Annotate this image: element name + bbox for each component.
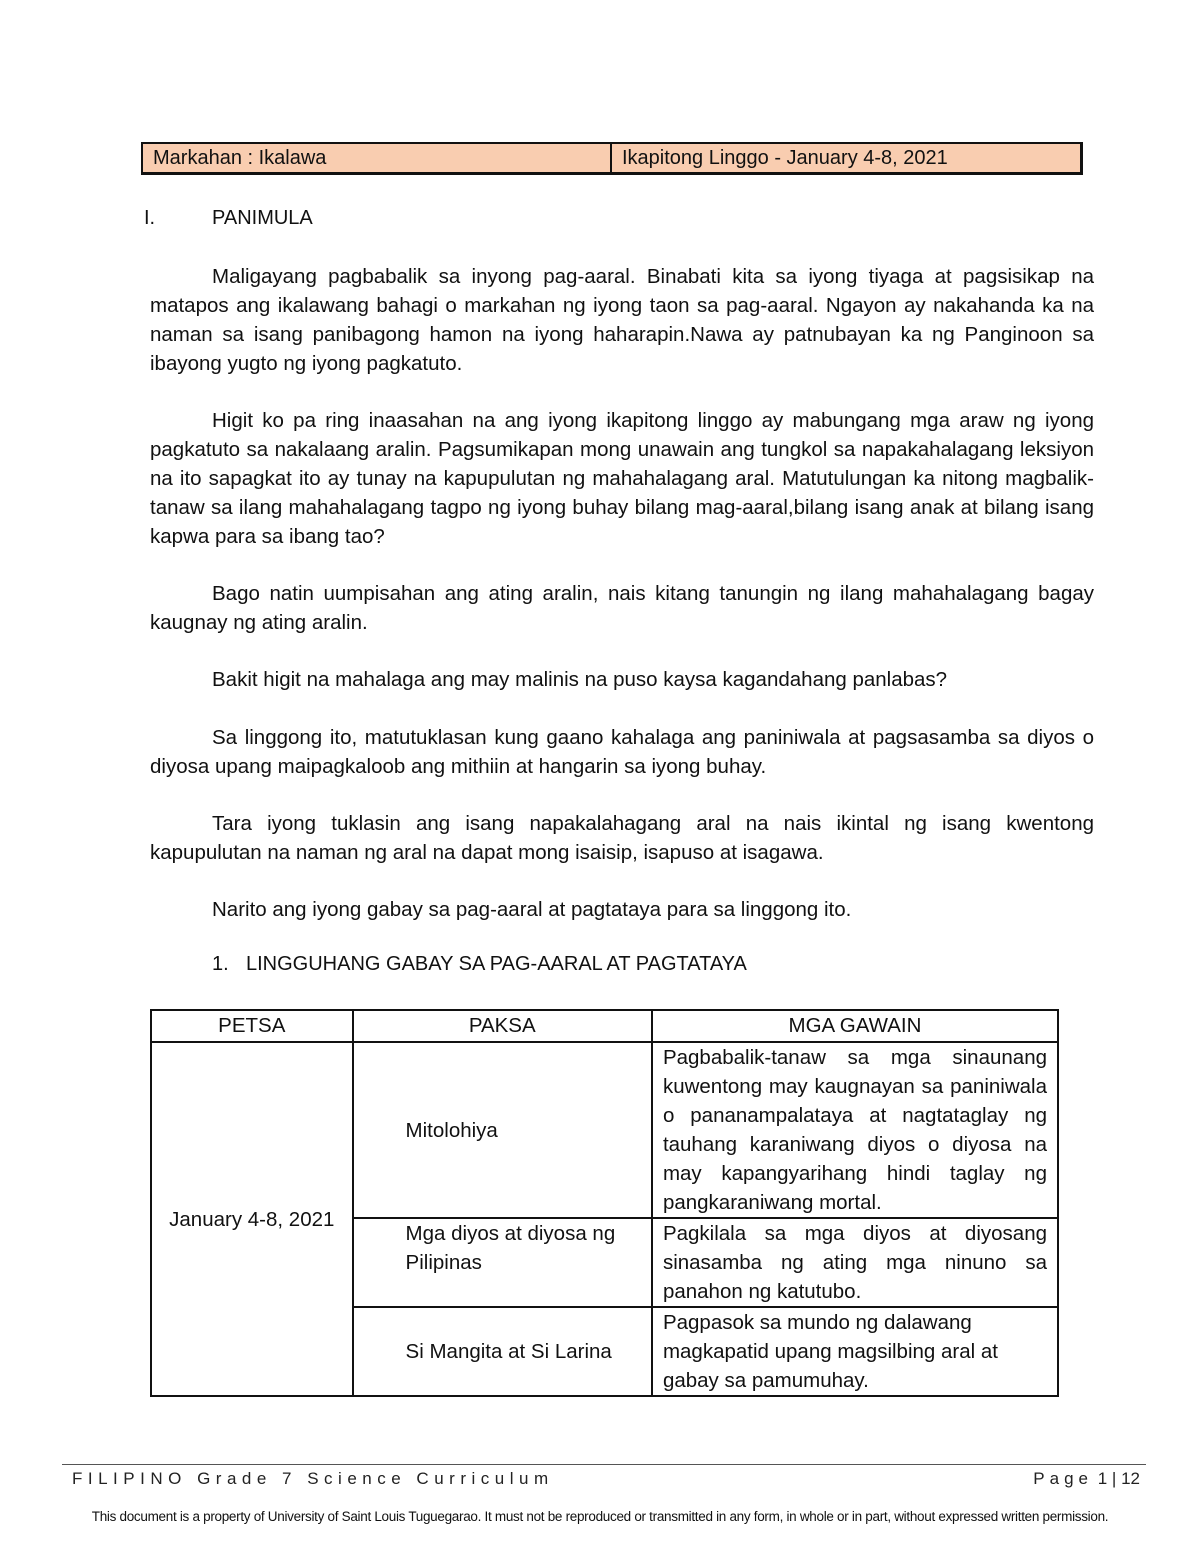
footer-page-total: 12 xyxy=(1121,1469,1140,1488)
intro-paragraph-7: Narito ang iyong gabay sa pag-aaral at pagtataya para sa linggong ito. xyxy=(212,898,852,921)
table-row xyxy=(151,1042,1058,1218)
section-heading xyxy=(144,207,313,230)
copyright-notice: This document is a property of University of Saint Louis Tuguegarao. It must not be reproduced or transmitted in any form, in whole or in part, without expressed written permission. xyxy=(91,1509,1109,1524)
section-numeral: I. xyxy=(144,207,156,229)
topic-cell: Mga diyos at diyosa ng Pilipinas xyxy=(353,1218,652,1307)
footer-page-number: 1 xyxy=(1097,1469,1108,1488)
date-cell: January 4-8, 2021 xyxy=(151,1042,353,1396)
activity-cell: Pagkilala sa mga diyos at diyosang sinasamba ng ating mga ninuno sa panahon ng katutubo. xyxy=(652,1218,1058,1307)
column-header-gawain: MGA GAWAIN xyxy=(652,1010,1058,1042)
guiding-question: Bakit higit na mahalaga ang may malinis na puso kaysa kagandahang panlabas? xyxy=(212,668,948,691)
weekly-guide-table xyxy=(150,1009,1059,1397)
footer-divider xyxy=(62,1464,1146,1465)
table-header-row xyxy=(151,1010,1058,1042)
footer-page-separator: | xyxy=(1111,1469,1117,1488)
intro-paragraph-2: Higit ko pa ring inaasahan na ang iyong ikapitong linggo ay mabungang mga araw ng iyong pagkatuto sa nakalaang aralin. Pagsumikapan mong unawain ang tungkol sa napakahalagang leksiyon na ito sapagkat ito ay tunay na kapupulutan ng mahahalagang aral. Matutulungan ka nitong magbalik- tanaw sa ilang mahahalagang tagpo ng iyong buhay bilang mag-aaral,bilang isang anak at bilang isang kapwa para sa ibang tao? xyxy=(150,409,1094,548)
intro-paragraph-5: Sa linggong ito, matutuklasan kung gaano kahalaga ang paniniwala at pagsasamba sa diyos o diyosa upang maipagkaloob ang mithiin at hangarin sa iyong buhay. xyxy=(150,726,1094,778)
topic-cell: Mitolohiya xyxy=(353,1042,652,1218)
footer-page-info xyxy=(1033,1469,1140,1489)
list-heading-text: LINGGUHANG GABAY SA PAG-AARAL AT PAGTATAYA xyxy=(246,953,747,975)
quarter-label: Markahan : Ikalawa xyxy=(143,144,612,172)
footer-course: FILIPINO Grade 7 Science Curriculum xyxy=(72,1469,554,1488)
list-heading-number: 1. xyxy=(212,953,229,975)
column-header-paksa: PAKSA xyxy=(353,1010,652,1042)
intro-paragraph-1: Maligayang pagbabalik sa inyong pag-aaral. Binabati kita sa iyong tiyaga at pagsisikap na matapos ang ikalawang bahagi o markahan ng iyong taon sa pag-aaral. Ngayon ay nakahanda ka na naman sa isang panibagong hamon na iyong haharapin.Nawa ay patnubayan ka ng Panginoon sa ibayong yugto ng iyong pagkatuto. xyxy=(150,265,1094,375)
activity-cell: Pagpasok sa mundo ng dalawang magkapatid upang magsilbing aral at gabay sa pamumuhay. xyxy=(652,1307,1058,1396)
topic-cell: Si Mangita at Si Larina xyxy=(353,1307,652,1396)
intro-paragraph-6: Tara iyong tuklasin ang isang napakalahagang aral na nais ikintal ng isang kwentong kapupulutan na naman ng aral na dapat mong isaisip, isapuso at isagawa. xyxy=(150,812,1094,864)
quarter-week-header xyxy=(141,142,1083,175)
section-title: PANIMULA xyxy=(212,207,313,229)
list-heading xyxy=(212,953,747,976)
activity-cell: Pagbabalik-tanaw sa mga sinaunang kuwentong may kaugnayan sa paniniwala o pananampalataya at nagtataglay ng tauhang karaniwang diyos o diyosa na may kapangyarihang hindi taglay ng pangkaraniwang mortal. xyxy=(652,1042,1058,1218)
footer-page-label: Page xyxy=(1033,1469,1093,1488)
week-label: Ikapitong Linggo - January 4-8, 2021 xyxy=(622,147,948,169)
column-header-petsa: PETSA xyxy=(151,1010,353,1042)
intro-paragraph-3: Bago natin uumpisahan ang ating aralin, nais kitang tanungin ng ilang mahahalagang bagay kaugnay ng ating aralin. xyxy=(150,582,1094,634)
